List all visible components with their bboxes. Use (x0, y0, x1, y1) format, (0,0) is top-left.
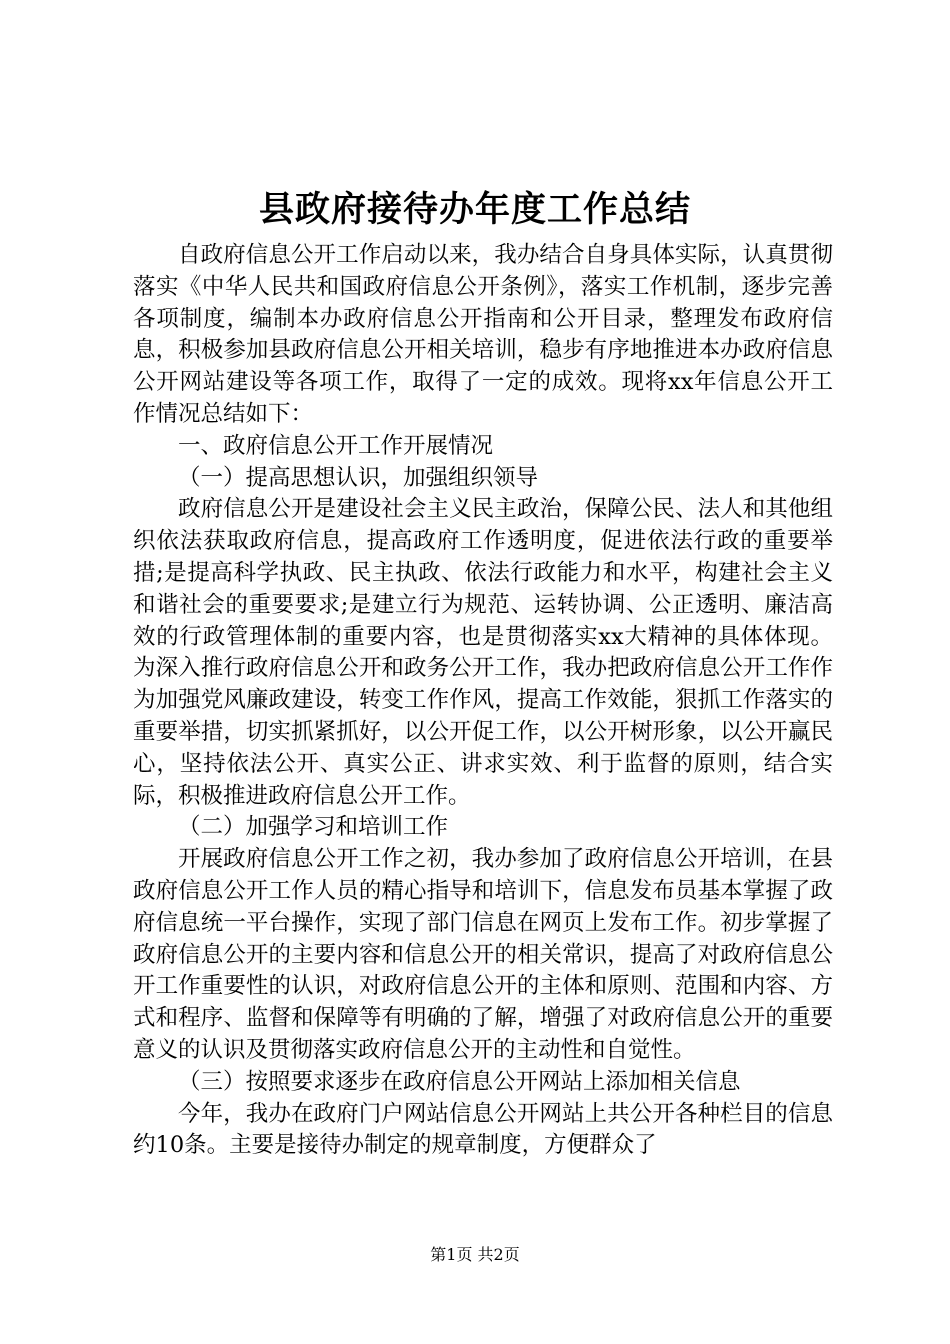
section-heading-1: 一、政府信息公开工作开展情况 (178, 432, 494, 459)
paragraph-website: 今年，我办在政府门户网站信息公开网站上共公开各种栏目的信息约10条。主要是接待办制定的规章制度，方便群众了 (133, 1100, 833, 1159)
subsection-heading-2: （二）加强学习和培训工作 (178, 814, 449, 841)
paragraph-intro: 自政府信息公开工作启动以来，我办结合自身具体实际，认真贯彻落实《中华人民共和国政府信息公开条例》，落实工作机制，逐步完善各项制度，编制本办政府信息公开指南和公开目录，整理发布政府信息，积极参加县政府信息公开相关培训，稳步有序地推进本办政府信息公开网站建设等各项工作，取得了一定的成效。现将xx年信息公开工作情况总结如下： (133, 242, 833, 427)
subsection-heading-1: （一）提高思想认识，加强组织领导 (178, 464, 539, 491)
document-body (133, 240, 833, 1162)
paragraph-training: 开展政府信息公开工作之初，我办参加了政府信息公开培训，在县政府信息公开工作人员的精心指导和培训下，信息发布员基本掌握了政府信息统一平台操作，实现了部门信息在网页上发布工作。初步掌握了政府信息公开的主要内容和信息公开的相关常识，提高了对政府信息公开工作重要性的认识，对政府信息公开的主体和原则、范围和内容、方式和程序、监督和保障等有明确的了解，增强了对政府信息公开的重要意义的认识及贯彻落实政府信息公开的主动性和自觉性。 (133, 846, 833, 1063)
paragraph-awareness: 政府信息公开是建设社会主义民主政治，保障公民、法人和其他组织依法获取政府信息，提高政府工作透明度，促进依法行政的重要举措;是提高科学执政、民主执政、依法行政能力和水平，构建社会主义和谐社会的重要要求;是建立行为规范、运转协调、公正透明、廉洁高效的行政管理体制的重要内容，也是贯彻落实xx大精神的具体体现。为深入推行政府信息公开和政务公开工作，我办把政府信息公开工作作为加强党风廉政建设，转变工作作风，提高工作效能，狠抓工作落实的重要举措，切实抓紧抓好，以公开促工作，以公开树形象，以公开赢民心，坚持依法公开、真实公正、讲求实效、利于监督的原则，结合实际，积极推进政府信息公开工作。 (133, 496, 833, 809)
subsection-heading-3: （三）按照要求逐步在政府信息公开网站上添加相关信息 (178, 1068, 741, 1095)
page-number-footer: 第1页 共2页 (430, 1245, 520, 1264)
document-title: 县政府接待办年度工作总结 (258, 189, 691, 230)
